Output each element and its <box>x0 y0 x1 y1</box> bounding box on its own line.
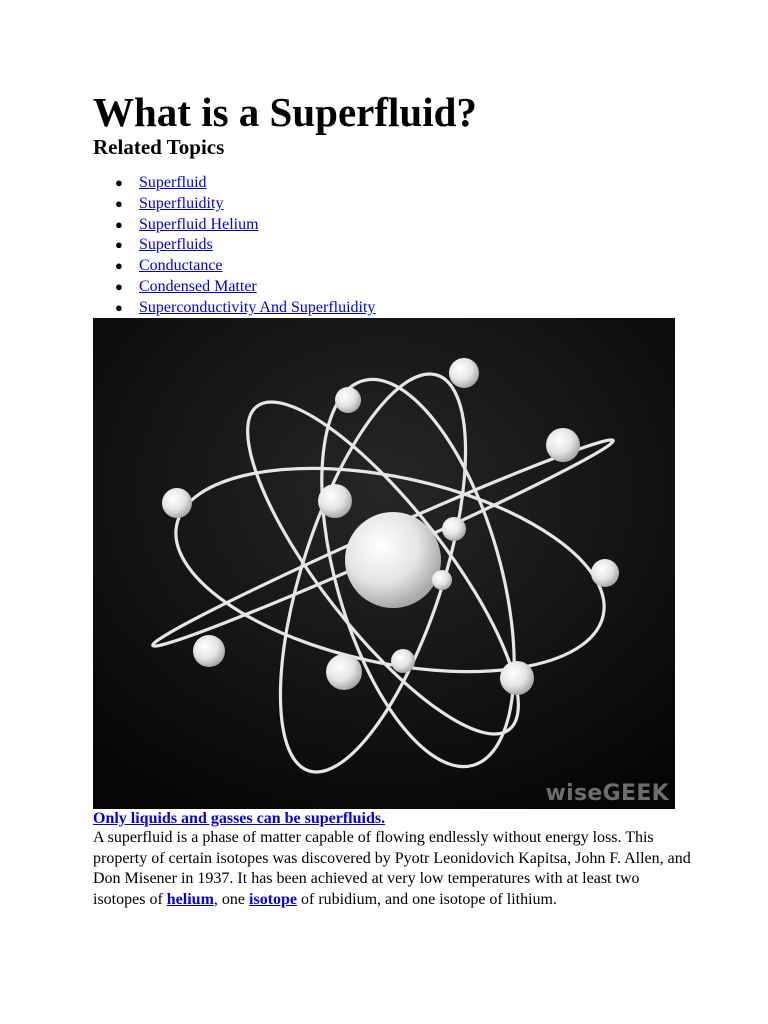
related-topics-list <box>115 173 376 319</box>
related-topic-link[interactable]: Superconductivity And Superfluidity <box>139 298 376 316</box>
bullet-icon: ● <box>115 175 123 190</box>
list-item <box>115 173 375 194</box>
atom-image <box>93 318 675 809</box>
electron-sphere <box>391 649 415 673</box>
electron-sphere <box>335 387 361 413</box>
list-item <box>115 277 375 298</box>
bullet-icon: ● <box>115 299 123 315</box>
bullet-icon: ● <box>115 216 123 232</box>
electron-sphere <box>193 635 225 667</box>
nucleus-sphere <box>345 512 441 608</box>
bullet-icon: ● <box>115 195 123 211</box>
isotope-link[interactable]: isotope <box>249 890 298 908</box>
article-paragraph <box>93 828 693 910</box>
bullet-icon: ● <box>115 278 123 294</box>
nucleus <box>345 512 441 608</box>
related-topic-link[interactable]: Superfluid Helium <box>139 215 259 233</box>
helium-link[interactable]: helium <box>166 890 214 908</box>
electron-sphere <box>500 661 534 695</box>
electron-sphere <box>546 428 580 462</box>
electron-sphere <box>449 358 479 388</box>
list-item <box>115 194 375 215</box>
paragraph-text: , one <box>213 890 250 908</box>
list-item <box>115 298 376 319</box>
list-item <box>115 235 375 256</box>
related-topic-link[interactable]: Superfluids <box>139 236 213 254</box>
page-title: What is a Superfluid? <box>93 89 477 135</box>
list-item <box>115 215 375 236</box>
caption-link[interactable]: Only liquids and gasses can be superfluids. <box>93 810 386 827</box>
electron-sphere <box>318 484 352 518</box>
related-topic-link[interactable]: Conductance <box>139 257 223 275</box>
watermark-logo: wiseGEEK <box>545 781 669 806</box>
related-topic-link[interactable]: Superfluidity <box>139 194 224 212</box>
list-item <box>115 256 375 277</box>
electron-sphere <box>432 570 452 590</box>
bullet-icon: ● <box>115 237 123 253</box>
paragraph-text: of rubidium, and one isotope of lithium. <box>297 890 557 908</box>
image-caption <box>93 809 385 829</box>
electron-sphere <box>162 488 192 518</box>
electron-sphere <box>326 654 362 690</box>
electron-sphere <box>442 517 466 541</box>
bullet-icon: ● <box>115 258 123 274</box>
related-topic-link[interactable]: Condensed Matter <box>139 277 257 295</box>
electron-sphere <box>591 559 619 587</box>
paragraph-text: A superfluid is a phase of matter capable of flowing endlessly without energy loss. This property of certain isotopes was discovered by Pyotr Leonidovich Kapitsa, John F. Allen, and Don Misener in 1937. It has been achieved at very low temperatures with at least two isotopes of <box>93 829 691 908</box>
atom-illustration <box>93 318 675 809</box>
related-topic-link[interactable]: Superfluid <box>139 174 207 191</box>
related-topics-heading: Related Topics <box>93 135 225 159</box>
